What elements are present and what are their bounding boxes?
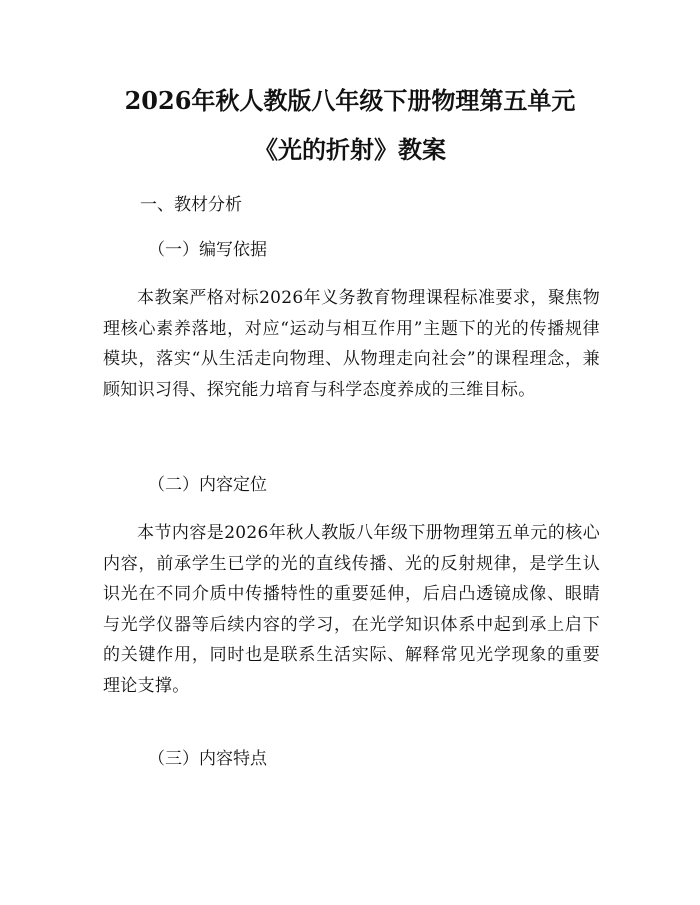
paragraph-basis: 本教案严格对标2026年义务教育物理课程标准要求，聚焦物理核心素养落地，对应“运动与相互作用”主题下的光的传播规律模块，落实“从生活走向物理、从物理走向社会”的课程理念，兼顾知识习得、探究能力培育与科学态度养成的三维目标。 bbox=[103, 288, 600, 400]
subsection-heading-basis: （一）编写依据 bbox=[148, 240, 267, 260]
document-title-line-2: 《光的折射》教案 bbox=[254, 135, 446, 164]
subsection-heading-positioning: （二）内容定位 bbox=[148, 475, 267, 495]
section-heading-textbook-analysis: 一、教材分析 bbox=[140, 195, 242, 215]
document-title-line-1: 2026年秋人教版八年级下册物理第五单元 bbox=[124, 86, 576, 115]
subsection-heading-features: （三）内容特点 bbox=[148, 749, 267, 769]
paragraph-positioning: 本节内容是2026年秋人教版八年级下册物理第五单元的核心内容，前承学生已学的光的直线传播、光的反射规律，是学生认识光在不同介质中传播特性的重要延伸，后启凸透镜成像、眼睛与光学仪器等后续内容的学习，在光学知识体系中起到承上启下的关键作用，同时也是联系生活实际、解释常见光学现象的重要理论支撑。 bbox=[103, 523, 600, 696]
